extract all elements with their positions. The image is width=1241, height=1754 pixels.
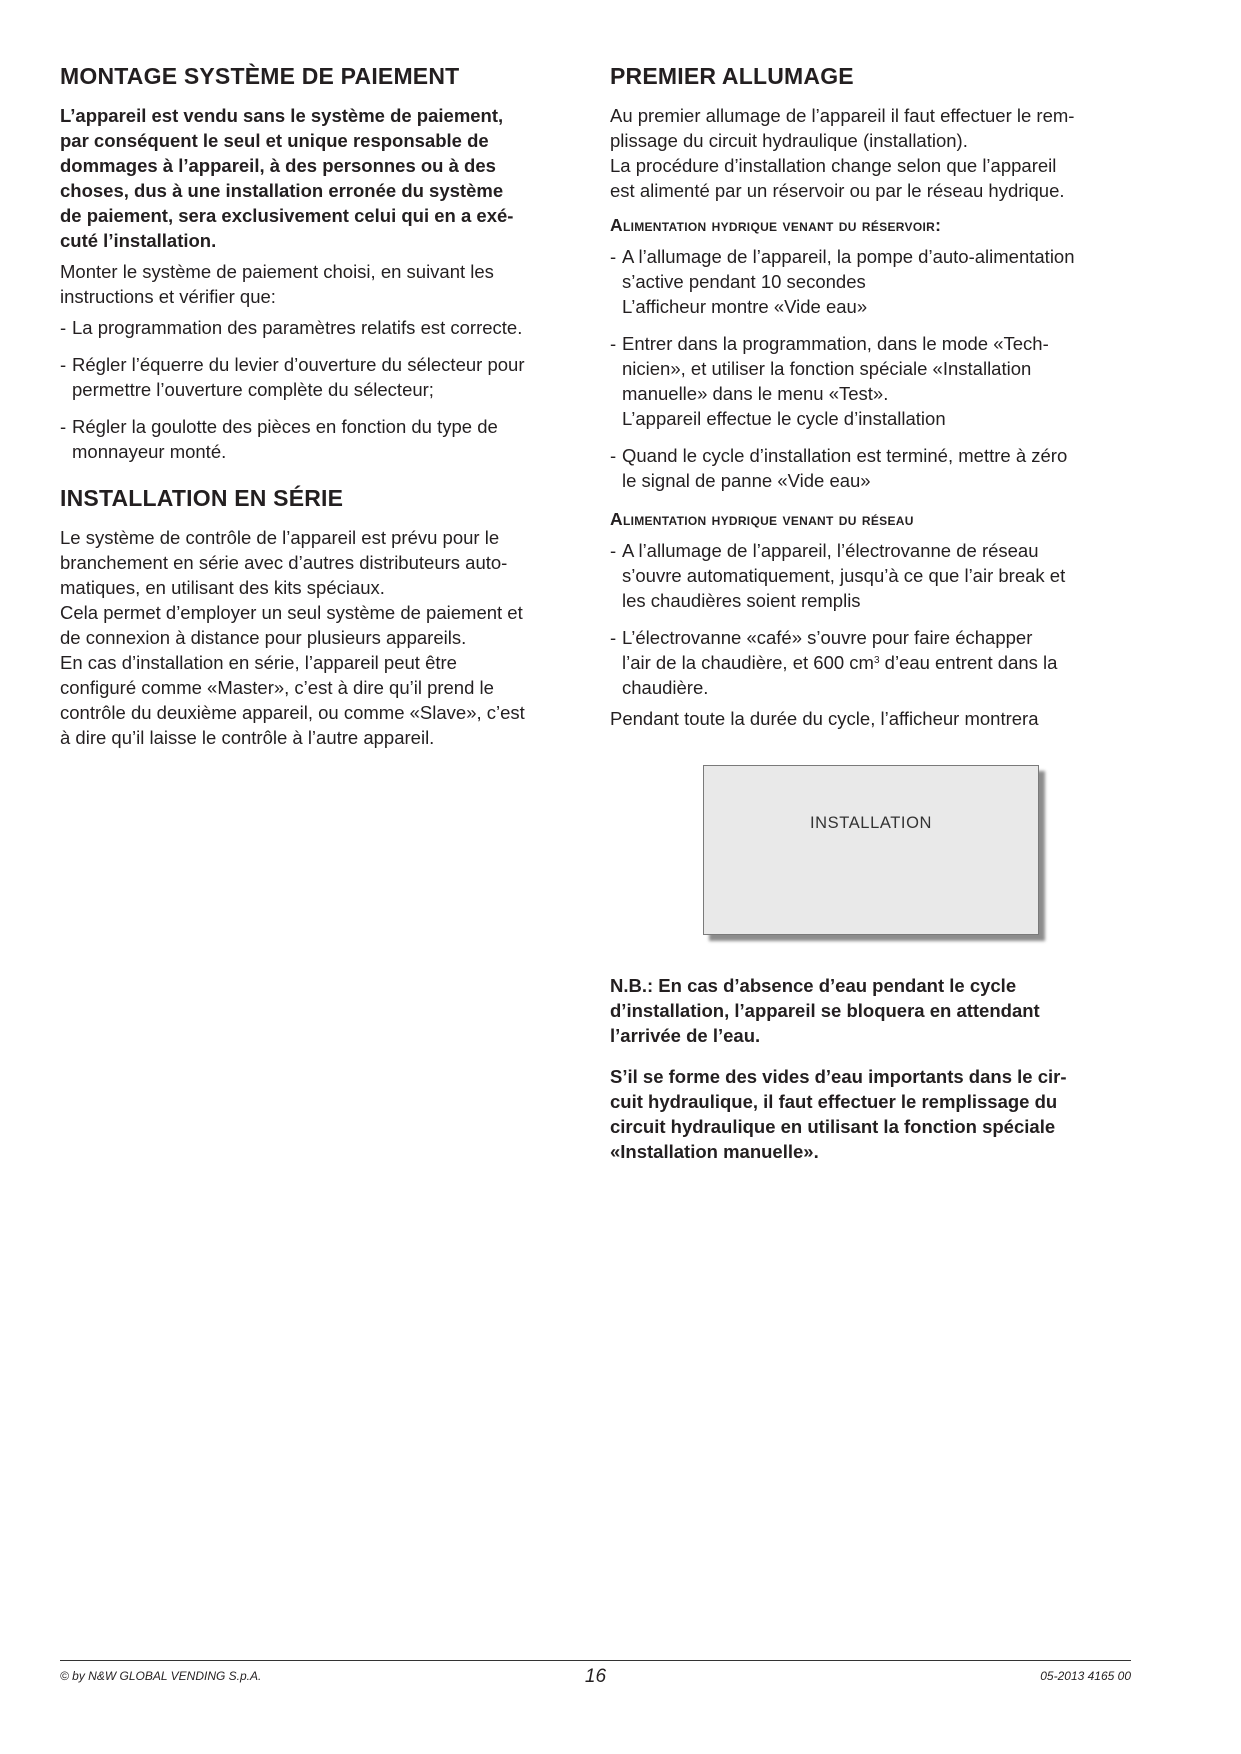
text-line: En cas d’installation en série, l’appareil peut être [60,651,457,673]
text-line: de paiement, sera exclusivement celui qui en a exé- [60,204,514,226]
reseau-step [610,538,1138,613]
text-line: circuit hydraulique en utilisant la fonction spéciale [610,1115,1056,1137]
list-item-line: s’ouvre automatiquement, jusqu’à ce que l’air break et [622,564,1066,586]
list-item-line: - Régler la goulotte des pièces en fonction du type de [72,415,498,437]
list-item [610,331,1138,431]
text-line: Le système de contrôle de l’appareil est prévu pour le [60,526,500,548]
text-line: contrôle du deuxième appareil, ou comme «Slave», c’est [60,701,525,723]
text-line: Au premier allumage de l’appareil il faut effectuer le rem- [610,104,1075,126]
text-line: d’installation, l’appareil se bloquera en attendant [610,999,1040,1021]
text-line: choses, dus à une installation erronée du système [60,179,504,201]
list-item-line: - La programmation des paramètres relatifs est correcte. [72,316,523,338]
text-line: N.B.: En cas d’absence d’eau pendant le cycle [610,974,1017,996]
list-item-line: - A l’allumage de l’appareil, l’électrovanne de réseau [622,539,1039,561]
text-line: «Installation manuelle». [610,1140,819,1162]
footer [60,1666,1131,1688]
text-line: cuit hydraulique, il faut effectuer le remplissage du [610,1090,1058,1112]
section-title-serie: INSTALLATION EN SÉRIE [60,484,344,511]
text-line: est alimenté par un réservoir ou par le réseau hydrique. [610,179,1065,201]
footer-copyright: © by N&W GLOBAL VENDING S.p.A. [60,1669,262,1683]
list-item-line: - A l’allumage de l’appareil, la pompe d’auto-alimentation [622,245,1075,267]
list-item [610,443,1138,493]
list-item-line: les chaudières soient remplis [622,589,861,611]
subsection-title-reservoir: Alimentation hydrique venant du réservoir: [610,214,942,235]
text-line: La procédure d’installation change selon que l’appareil [610,154,1057,176]
reservoir-steps [610,244,1138,493]
text-line: par conséquent le seul et unique responsable de [60,129,489,151]
list-item-line: permettre l’ouverture complète du sélecteur; [72,378,434,400]
list-item [610,244,1138,319]
list-item-line: L’appareil effectue le cycle d’installation [622,407,946,429]
montage-intro [60,259,580,309]
note-absence-eau [610,973,1138,1048]
reseau-closing: Pendant toute la durée du cycle, l’afficheur montrera [610,707,1039,729]
display-screen [703,765,1039,935]
right-column [610,62,1138,1180]
list-item [60,315,580,340]
reseau-steps [610,538,1138,700]
text-line: cuté l’installation. [60,229,217,251]
text-line: L’appareil est vendu sans le système de paiement, [60,104,504,126]
list-item [60,414,580,464]
montage-checklist [60,315,580,464]
reseau-step-cafe: - L’électrovanne «café» s’ouvre pour faire échapper l’air de la chaudière, et 600 $cm^3$ d’eau entrent dans la chaudière. [610,625,1138,700]
section-title-montage: MONTAGE SYSTÈME DE PAIEMENT [60,63,460,89]
list-item-line: - Entrer dans la programmation, dans le mode «Tech- [622,332,1049,354]
text-line: matiques, en utilisant des kits spéciaux. [60,576,385,598]
list-item [60,352,580,402]
list-item-line: nicien», et utiliser la fonction spéciale «Installation [622,357,1032,379]
text-line: plissage du circuit hydraulique (installation). [610,129,968,151]
section-title-premier-allumage: PREMIER ALLUMAGE [610,63,854,89]
text-line: Monter le système de paiement choisi, en suivant les [60,260,494,282]
document-code: 05-2013 4165 00 [1040,1669,1131,1683]
page-number: 16 [584,1666,607,1687]
premier-allumage-intro [610,103,1138,203]
text-line: instructions et vérifier que: [60,285,276,307]
text-line: branchement en série avec d’autres distributeurs auto- [60,551,508,573]
text-line: à dire qu’il laisse le contrôle à l’autre appareil. [60,726,435,748]
list-item-line: monnayeur monté. [72,440,227,462]
serie-body [60,525,580,750]
footer-divider [60,1660,1131,1661]
display-text: INSTALLATION [809,813,933,832]
left-column [60,62,580,756]
subsection-title-reseau: Alimentation hydrique venant du réseau [610,508,914,529]
list-item-line: - Quand le cycle d’installation est terminé, mettre à zéro [622,444,1068,466]
text-line: de connexion à distance pour plusieurs appareils. [60,626,467,648]
text-line: Cela permet d’employer un seul système de paiement et [60,601,523,623]
list-item-line: L’afficheur montre «Vide eau» [622,295,868,317]
list-item-line: - Régler l’équerre du levier d’ouverture du sélecteur pour [72,353,525,375]
note-vides-eau [610,1064,1138,1164]
montage-warning [60,103,580,253]
list-item-line: s’active pendant 10 secondes [622,270,866,292]
text-line: configuré comme «Master», c’est à dire qu’il prend le [60,676,494,698]
text-line: S’il se forme des vides d’eau importants dans le cir- [610,1065,1067,1087]
text-line: l’arrivée de l’eau. [610,1024,761,1046]
list-item-line: manuelle» dans le menu «Test». [622,382,889,404]
text-line: dommages à l’appareil, à des personnes ou à des [60,154,496,176]
list-item-line: le signal de panne «Vide eau» [622,469,871,491]
notes [610,973,1138,1164]
